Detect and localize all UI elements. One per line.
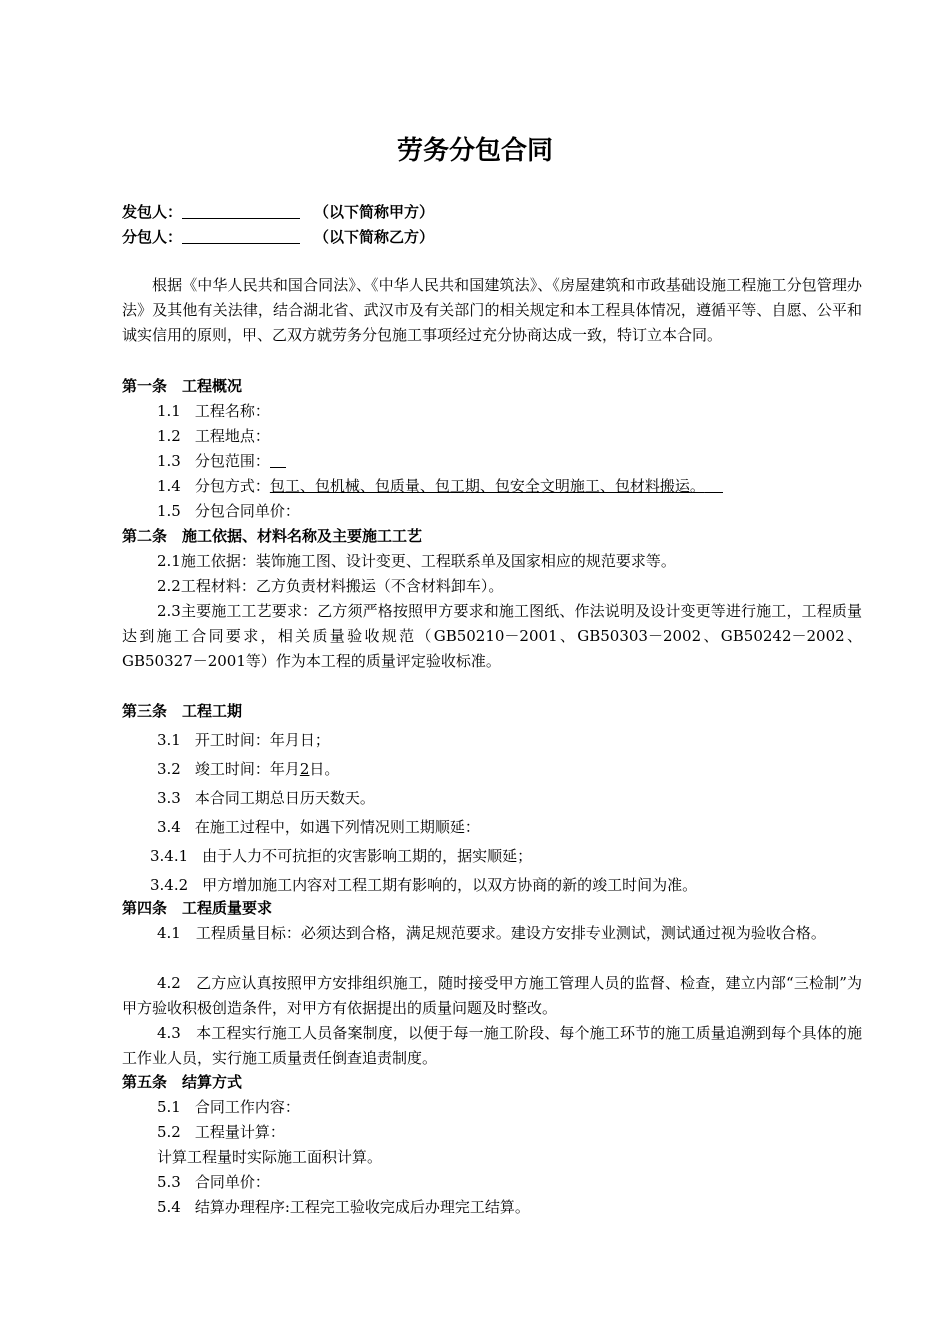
article-5-item-3: 5.3 合同单价：: [157, 1173, 270, 1191]
article-3-item-4-1: 3.4.1 由于人力不可抗拒的灾害影响工期的，据实顺延；: [150, 847, 533, 865]
document-title: 劳务分包合同: [396, 136, 553, 166]
article-1-item-1: 1.1 工程名称：: [157, 402, 270, 420]
article-4-item-3: 4.3 本工程实行施工人员备案制度，以便于每一施工阶段、每个施工环节的施工质量追溯到每个具体的施工作业人员，实行施工质量责任倒查追责制度。: [122, 1024, 862, 1067]
article-1-item-4: 1.4 分包方式：包工、包机械、包质量、包工期、包安全文明施工、包材料搬运。: [157, 476, 723, 496]
employer-note: （以下简称甲方）: [314, 203, 435, 221]
article-3-item-4-2: 3.4.2 甲方增加施工内容对工程工期有影响的，以双方协商的新的竣工时间为准。: [150, 876, 698, 894]
article-5-item-4: 5.4 结算办理程序:工程完工验收完成后办理完工结算。: [157, 1198, 530, 1216]
article-1-item-5: 1.5 分包合同单价：: [157, 502, 300, 520]
subcontractor-note: （以下简称乙方）: [314, 228, 435, 246]
subcontractor-blank[interactable]: [182, 228, 300, 244]
article-2-item-3: 2.3主要施工工艺要求：乙方须严格按照甲方要求和施工图纸、作法说明及设计变更等进行施工，工程质量达到施工合同要求，相关质量验收规范（GB50210－2001、GB50303－2002、GB50242－2002、GB50327－2001等）作为本工程的质量评定验收标准。: [122, 602, 862, 670]
article-5-item-1: 5.1 合同工作内容：: [157, 1098, 300, 1116]
article-3-heading: 第三条 工程工期: [122, 702, 243, 720]
article-1-item-3: 1.3 分包范围：: [157, 451, 286, 471]
article-4-heading: 第四条 工程质量要求: [122, 899, 273, 917]
employer-line: [122, 202, 434, 222]
preamble: 根据《中华人民共和国合同法》、《中华人民共和国建筑法》、《房屋建筑和市政基础设施工程施工分包管理办法》及其他有关法律，结合湖北省、武汉市及有关部门的相关规定和本工程具体情况，遵循平等、自愿、公平和诚实信用的原则，甲、乙双方就劳务分包施工事项经过充分协商达成一致，特订立本合同。: [122, 276, 862, 344]
article-3-item-1: 3.1 开工时间：年月日；: [157, 731, 330, 749]
employer-blank[interactable]: [182, 203, 300, 219]
article-2-item-1: 2.1施工依据：装饰施工图、设计变更、工程联系单及国家相应的规范要求等。: [157, 552, 676, 570]
article-4-item-1: 4.1 工程质量目标：必须达到合格，满足规范要求。建设方安排专业测试，测试通过视为验收合格。: [157, 924, 826, 942]
article-1-heading: 第一条 工程概况: [122, 377, 243, 395]
scope-blank[interactable]: [270, 452, 286, 468]
article-5-heading: 第五条 结算方式: [122, 1073, 243, 1091]
employer-label: 发包人：: [122, 203, 183, 221]
article-2-heading: 第二条 施工依据、材料名称及主要施工工艺: [122, 527, 423, 545]
article-2-item-2: 2.2工程材料：乙方负责材料搬运（不含材料卸车）。: [157, 577, 504, 595]
article-4-item-2: 4.2 乙方应认真按照甲方安排组织施工，随时接受甲方施工管理人员的监督、检查，建立内部“三检制”为甲方验收积极创造条件，对甲方有依据提出的质量问题及时整改。: [122, 974, 862, 1017]
subcontract-method-value: 包工、包机械、包质量、包工期、包安全文明施工、包材料搬运。: [269, 477, 705, 495]
article-3-item-3: 3.3 本合同工期总日历天数天。: [157, 789, 375, 807]
article-3-item-2: 3.2 竣工时间：年月2日。: [157, 760, 340, 778]
article-1-item-2: 1.2 工程地点：: [157, 427, 270, 445]
article-5-item-2: 5.2 工程量计算：: [157, 1123, 285, 1141]
article-5-item-2-text: 计算工程量时实际施工面积计算。: [157, 1148, 383, 1166]
subcontractor-label: 分包人：: [122, 228, 183, 246]
subcontractor-line: [122, 227, 434, 247]
article-3-item-4: 3.4 在施工过程中，如遇下列情况则工期顺延：: [157, 818, 480, 836]
